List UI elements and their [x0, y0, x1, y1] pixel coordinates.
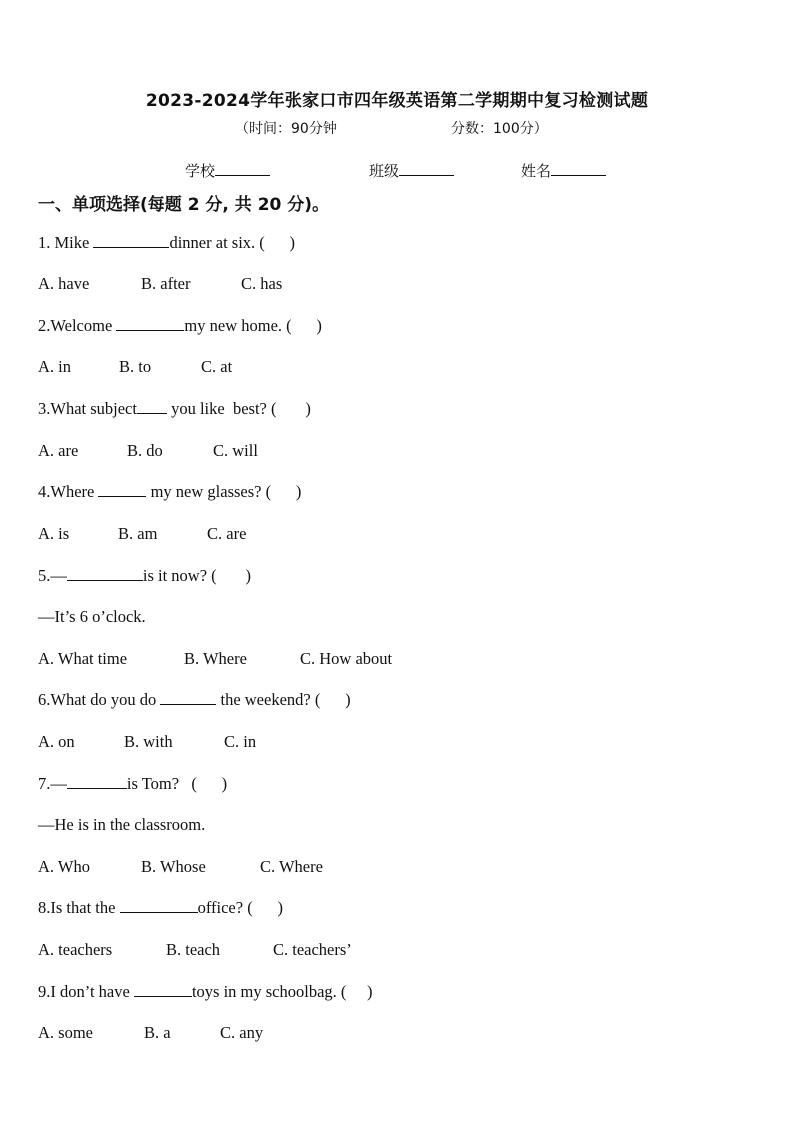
question-2 — [38, 316, 322, 336]
option-a[interactable]: A. some — [38, 1023, 93, 1042]
options-3 — [38, 441, 258, 461]
page-title: 2023-2024学年张家口市四年级英语第二学期期中复习检测试题 — [145, 91, 649, 111]
question-7 — [38, 774, 227, 794]
name-label: 姓名 — [521, 162, 552, 180]
question-text: 8.Is that the — [38, 898, 120, 917]
question-text: the weekend? ( ) — [216, 690, 351, 709]
class-input-line[interactable] — [399, 160, 454, 176]
option-b[interactable]: B. Where — [184, 649, 247, 668]
class-label: 班级 — [369, 162, 400, 180]
option-b[interactable]: B. to — [119, 357, 152, 376]
question-text: 2.Welcome — [38, 316, 117, 335]
option-a[interactable]: A. have — [38, 274, 90, 293]
section-heading: 一、单项选择(每题 2 分, 共 20 分)。 — [38, 195, 330, 215]
answer-blank[interactable] — [67, 774, 127, 789]
answer-blank[interactable] — [67, 566, 143, 581]
option-a[interactable]: A. What time — [38, 649, 128, 668]
question-text: 4.Where — [38, 482, 99, 501]
question-text: my new glasses? ( ) — [146, 482, 302, 501]
option-b[interactable]: B. Whose — [141, 857, 206, 876]
option-b[interactable]: B. a — [144, 1023, 171, 1042]
question-text: office? ( ) — [197, 898, 283, 917]
question-text: 9.I don’t have — [38, 982, 134, 1001]
question-6 — [38, 690, 351, 710]
option-c[interactable]: C. any — [220, 1023, 264, 1042]
option-a[interactable]: A. Who — [38, 857, 90, 876]
question-1 — [38, 233, 295, 253]
question-text: my new home. ( ) — [184, 316, 322, 335]
option-c[interactable]: C. in — [224, 732, 257, 751]
question-text: dinner at six. ( ) — [169, 233, 296, 252]
answer-line-7: —He is in the classroom. — [38, 815, 206, 834]
answer-blank[interactable] — [116, 316, 184, 331]
options-8 — [38, 940, 352, 960]
question-text: 7.— — [38, 774, 67, 793]
school-field — [185, 160, 369, 181]
options-7 — [38, 857, 323, 877]
class-field — [369, 160, 521, 181]
option-b[interactable]: B. do — [127, 441, 163, 460]
question-text: 6.What do you do — [38, 690, 161, 709]
answer-blank[interactable] — [93, 233, 169, 248]
question-9 — [38, 982, 373, 1002]
school-label: 学校 — [185, 162, 216, 180]
option-b[interactable]: B. after — [141, 274, 191, 293]
question-text: you like best? ( ) — [166, 399, 311, 418]
question-4 — [38, 482, 301, 502]
school-input-line[interactable] — [215, 160, 270, 176]
option-c[interactable]: C. How about — [300, 649, 393, 668]
option-c[interactable]: C. will — [213, 441, 258, 460]
name-input-line[interactable] — [551, 160, 606, 176]
question-8 — [38, 898, 283, 918]
answer-blank[interactable] — [134, 982, 192, 997]
exam-meta — [235, 118, 548, 138]
time-label: （时间：90分钟 — [235, 121, 337, 137]
question-text: toys in my schoolbag. ( ) — [191, 982, 373, 1001]
answer-blank[interactable] — [98, 482, 146, 497]
options-1 — [38, 274, 282, 294]
question-text: is it now? ( ) — [142, 566, 252, 585]
question-text: 5.— — [38, 566, 67, 585]
answer-blank[interactable] — [137, 399, 167, 414]
option-a[interactable]: A. in — [38, 357, 71, 376]
question-3 — [38, 399, 311, 419]
score-label: 分数：100分） — [451, 121, 548, 137]
option-c[interactable]: C. are — [207, 524, 247, 543]
option-c[interactable]: C. at — [201, 357, 233, 376]
question-text: 3.What subject — [38, 399, 137, 418]
answer-blank[interactable] — [160, 690, 216, 705]
option-a[interactable]: A. are — [38, 441, 79, 460]
options-2 — [38, 357, 232, 377]
name-field — [521, 160, 606, 181]
option-b[interactable]: B. am — [118, 524, 158, 543]
option-a[interactable]: A. is — [38, 524, 70, 543]
option-a[interactable]: A. on — [38, 732, 75, 751]
question-text: is Tom? ( ) — [126, 774, 228, 793]
answer-line-5: —It’s 6 o’clock. — [38, 607, 146, 626]
option-c[interactable]: C. Where — [260, 857, 323, 876]
option-b[interactable]: B. teach — [166, 940, 221, 959]
options-9 — [38, 1023, 263, 1043]
question-5 — [38, 566, 251, 586]
options-5 — [38, 649, 392, 669]
answer-blank[interactable] — [120, 898, 198, 913]
option-c[interactable]: C. has — [241, 274, 283, 293]
option-b[interactable]: B. with — [124, 732, 173, 751]
options-4 — [38, 524, 246, 544]
option-c[interactable]: C. teachers’ — [273, 940, 352, 959]
student-info-fields — [185, 160, 606, 181]
options-6 — [38, 732, 256, 752]
option-a[interactable]: A. teachers — [38, 940, 113, 959]
question-text: 1. Mike — [38, 233, 94, 252]
